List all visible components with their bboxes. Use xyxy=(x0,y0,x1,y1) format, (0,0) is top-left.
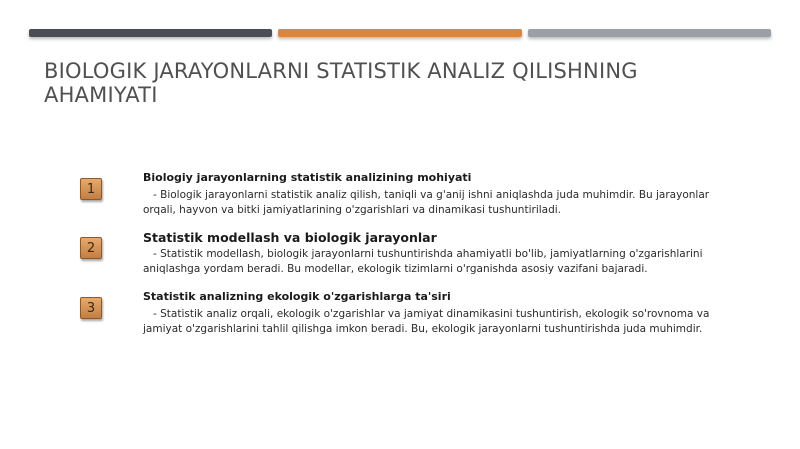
item-body-1: - Biologik jarayonlarni statistik analiz qilish, taniqli va g'anij ishni aniqlashda juda muhimdir. Bu jarayonlar orqali, hayvon va bitki jamiyatlarining o'zgarishlari va dinamikasi tushuntiriladi. xyxy=(143,189,713,216)
number-badge-2: 2 xyxy=(80,237,102,259)
item-body-2: - Statistik modellash, biologik jarayonlarni tushuntirishda ahamiyatli bo'lib, jamiyatlarning o'zgarishlarini aniqlashga yordam beradi. Bu modellar, ekologik tizimlarni o'rganishda asosiy vazifani bajaradi. xyxy=(143,248,706,275)
accent-bar-dark xyxy=(29,29,272,37)
accent-bar-gray xyxy=(528,29,771,37)
item-heading-2: Statistik modellash va biologik jarayonlar xyxy=(143,230,437,245)
item-body-3: - Statistik analiz orqali, ekologik o'zgarishlar va jamiyat dinamikasini tushuntirish, ekologik so'rovnoma va jamiyat o'zgarishlarini tahlil qilishga imkon beradi. Bu, ekologik jarayonlarni tushuntirishda juda muhimdir. xyxy=(143,308,713,335)
item-heading-3: Statistik analizning ekologik o'zgarishlarga ta'siri xyxy=(143,290,451,303)
accent-bar-orange xyxy=(278,29,522,37)
number-badge-3: 3 xyxy=(80,297,102,319)
slide-title: BIOLOGIK JARAYONLARNI STATISTIK ANALIZ QILISHNING AHAMIYATI xyxy=(44,59,638,107)
item-heading-1: Biologiy jarayonlarning statistik analizining mohiyati xyxy=(143,171,472,184)
number-badge-1: 1 xyxy=(80,178,102,200)
